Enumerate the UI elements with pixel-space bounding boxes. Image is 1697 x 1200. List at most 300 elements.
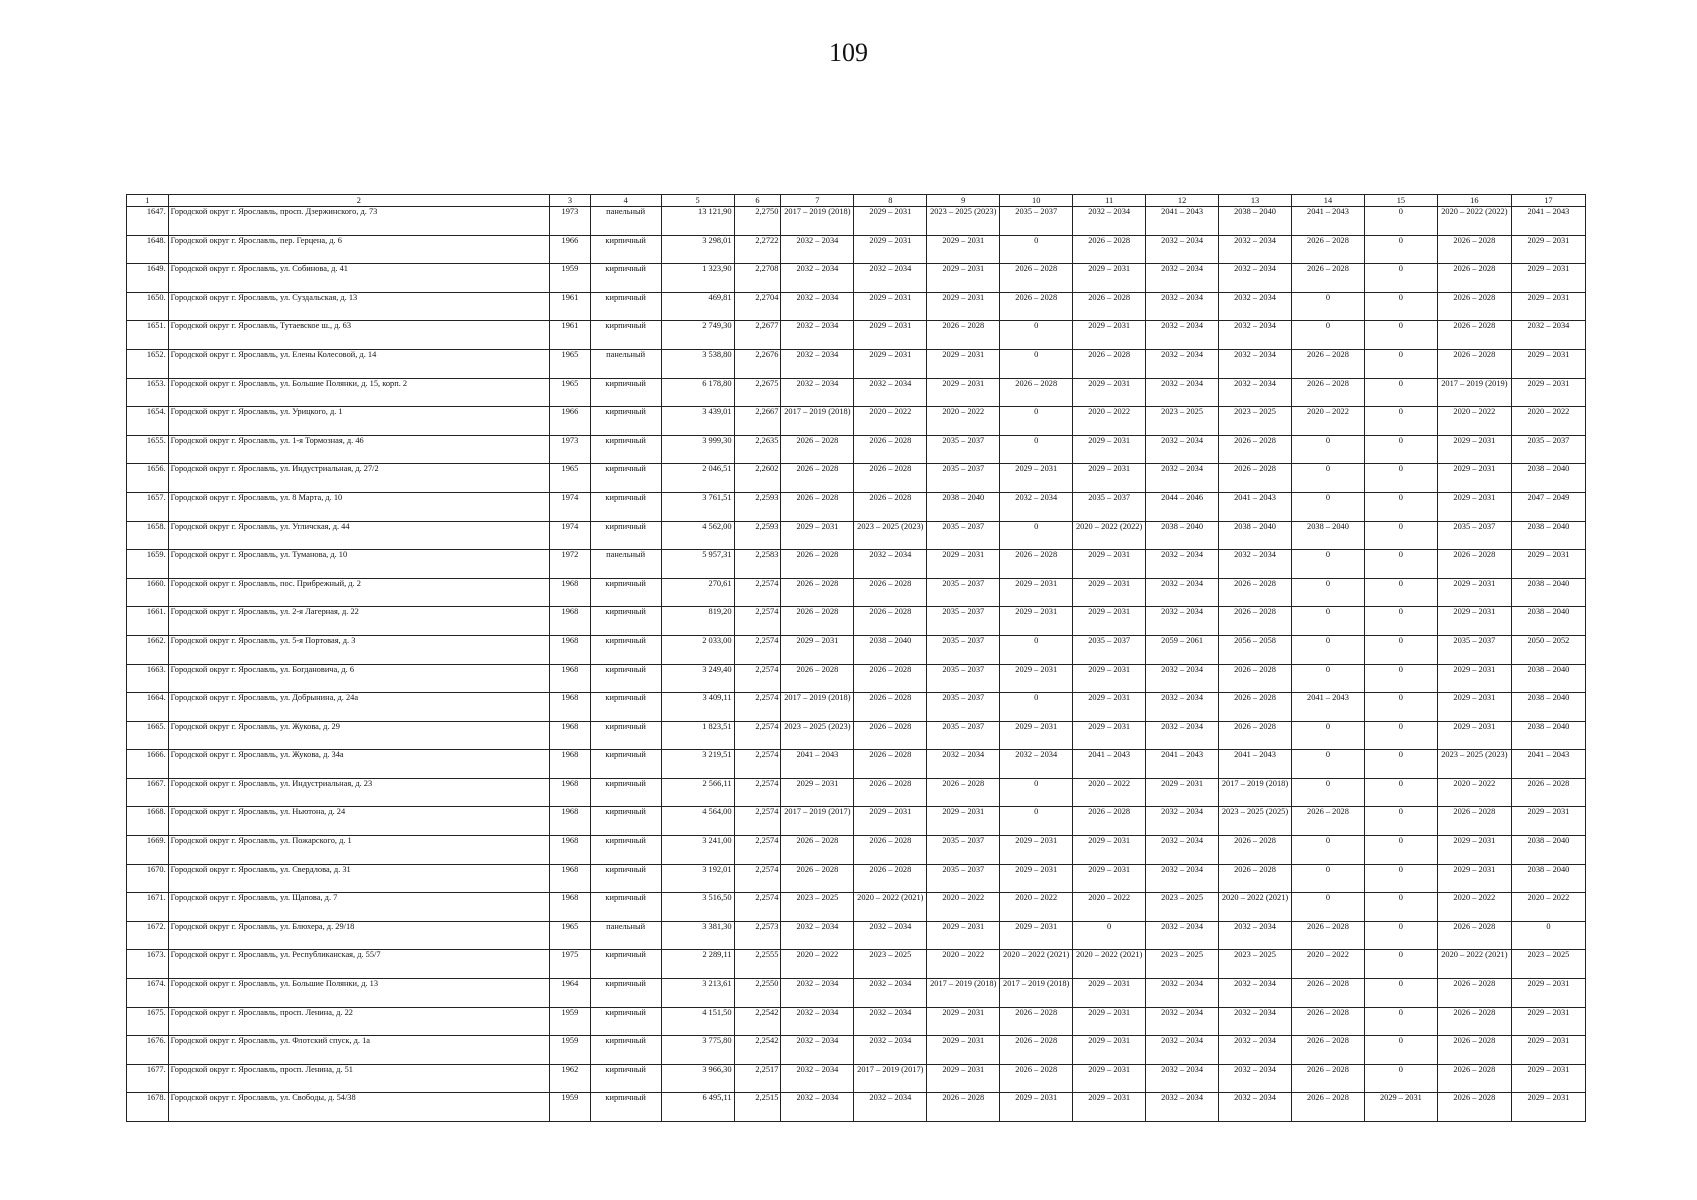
period-col-15-cell: 0 <box>1364 435 1437 464</box>
period-col-8-cell: 2032 – 2034 <box>854 979 927 1008</box>
address-cell: Городской округ г. Ярославль, ул. 8 Марта, д. 10 <box>168 492 549 521</box>
period-col-8-cell: 2029 – 2031 <box>854 235 927 264</box>
period-col-12-cell: 2032 – 2034 <box>1146 550 1219 579</box>
period-col-14-cell: 0 <box>1291 778 1364 807</box>
period-col-14-cell: 0 <box>1291 435 1364 464</box>
period-col-8-cell: 2023 – 2025 <box>854 950 927 979</box>
build-year-cell: 1961 <box>550 321 591 350</box>
build-year-cell: 1968 <box>550 750 591 779</box>
period-col-8-cell: 2026 – 2028 <box>854 578 927 607</box>
period-col-11-cell: 2020 – 2022 (2022) <box>1073 521 1146 550</box>
period-col-14-cell: 0 <box>1291 550 1364 579</box>
period-col-17-cell: 2038 – 2040 <box>1511 607 1585 636</box>
wall-material-cell: кирпичный <box>590 979 661 1008</box>
period-col-16-cell: 2020 – 2022 (2021) <box>1437 950 1511 979</box>
period-col-7-cell: 2017 – 2019 (2018) <box>781 693 854 722</box>
period-col-16-cell: 2029 – 2031 <box>1437 492 1511 521</box>
row-number-cell: 1674. <box>127 979 169 1008</box>
period-col-7-cell: 2029 – 2031 <box>781 521 854 550</box>
priority-index-cell: 2,2722 <box>734 235 781 264</box>
table-row <box>127 778 1586 807</box>
period-col-11-cell: 2029 – 2031 <box>1073 264 1146 293</box>
period-col-8-cell: 2029 – 2031 <box>854 807 927 836</box>
period-col-17-cell: 2029 – 2031 <box>1511 1093 1585 1122</box>
period-col-8-cell: 2026 – 2028 <box>854 778 927 807</box>
period-col-12-cell: 2032 – 2034 <box>1146 607 1219 636</box>
period-col-8-cell: 2023 – 2025 (2023) <box>854 521 927 550</box>
table-row <box>127 664 1586 693</box>
period-col-11-cell: 2029 – 2031 <box>1073 1093 1146 1122</box>
priority-index-cell: 2,2555 <box>734 950 781 979</box>
period-col-13-cell: 2038 – 2040 <box>1219 207 1292 236</box>
period-col-9-cell: 2035 – 2037 <box>927 664 1000 693</box>
wall-material-cell: кирпичный <box>590 836 661 865</box>
wall-material-cell: кирпичный <box>590 464 661 493</box>
period-col-7-cell: 2032 – 2034 <box>781 1007 854 1036</box>
address-cell: Городской округ г. Ярославль, ул. Урицкого, д. 1 <box>168 407 549 436</box>
period-col-17-cell: 0 <box>1511 921 1585 950</box>
build-year-cell: 1968 <box>550 635 591 664</box>
period-col-7-cell: 2029 – 2031 <box>781 635 854 664</box>
wall-material-cell: кирпичный <box>590 607 661 636</box>
build-year-cell: 1968 <box>550 893 591 922</box>
period-col-17-cell: 2035 – 2037 <box>1511 435 1585 464</box>
period-col-9-cell: 2020 – 2022 <box>927 893 1000 922</box>
period-col-15-cell: 0 <box>1364 1064 1437 1093</box>
build-year-cell: 1965 <box>550 378 591 407</box>
period-col-16-cell: 2026 – 2028 <box>1437 1064 1511 1093</box>
period-col-10-cell: 2032 – 2034 <box>1000 750 1073 779</box>
period-col-7-cell: 2026 – 2028 <box>781 435 854 464</box>
period-col-12-cell: 2032 – 2034 <box>1146 836 1219 865</box>
period-col-11-cell: 2029 – 2031 <box>1073 864 1146 893</box>
period-col-16-cell: 2023 – 2025 (2023) <box>1437 750 1511 779</box>
period-col-9-cell: 2029 – 2031 <box>927 349 1000 378</box>
table-row <box>127 807 1586 836</box>
area-cell: 2 749,30 <box>661 321 734 350</box>
period-col-9-cell: 2035 – 2037 <box>927 864 1000 893</box>
address-cell: Городской округ г. Ярославль, ул. Свердлова, д. 31 <box>168 864 549 893</box>
period-col-17-cell: 2029 – 2031 <box>1511 807 1585 836</box>
period-col-8-cell: 2026 – 2028 <box>854 464 927 493</box>
row-number-cell: 1672. <box>127 921 169 950</box>
address-cell: Городской округ г. Ярославль, ул. Республиканская, д. 55/7 <box>168 950 549 979</box>
priority-index-cell: 2,2675 <box>734 378 781 407</box>
area-cell: 3 761,51 <box>661 492 734 521</box>
priority-index-cell: 2,2593 <box>734 492 781 521</box>
period-col-15-cell: 0 <box>1364 492 1437 521</box>
area-cell: 3 516,50 <box>661 893 734 922</box>
period-col-9-cell: 2035 – 2037 <box>927 693 1000 722</box>
wall-material-cell: кирпичный <box>590 807 661 836</box>
row-number-cell: 1654. <box>127 407 169 436</box>
period-col-7-cell: 2041 – 2043 <box>781 750 854 779</box>
build-year-cell: 1968 <box>550 778 591 807</box>
priority-index-cell: 2,2574 <box>734 893 781 922</box>
period-col-12-cell: 2032 – 2034 <box>1146 321 1219 350</box>
priority-index-cell: 2,2517 <box>734 1064 781 1093</box>
address-cell: Городской округ г. Ярославль, ул. Ньютона, д. 24 <box>168 807 549 836</box>
build-year-cell: 1959 <box>550 1007 591 1036</box>
row-number-cell: 1663. <box>127 664 169 693</box>
build-year-cell: 1965 <box>550 464 591 493</box>
row-number-cell: 1653. <box>127 378 169 407</box>
wall-material-cell: панельный <box>590 550 661 579</box>
priority-index-cell: 2,2574 <box>734 635 781 664</box>
column-header: 15 <box>1364 195 1437 207</box>
period-col-15-cell: 0 <box>1364 864 1437 893</box>
period-col-7-cell: 2026 – 2028 <box>781 836 854 865</box>
period-col-15-cell: 0 <box>1364 893 1437 922</box>
period-col-13-cell: 2026 – 2028 <box>1219 664 1292 693</box>
period-col-17-cell: 2029 – 2031 <box>1511 349 1585 378</box>
period-col-7-cell: 2026 – 2028 <box>781 607 854 636</box>
build-year-cell: 1975 <box>550 950 591 979</box>
period-col-9-cell: 2029 – 2031 <box>927 1007 1000 1036</box>
address-cell: Городской округ г. Ярославль, просп. Ленина, д. 51 <box>168 1064 549 1093</box>
period-col-12-cell: 2032 – 2034 <box>1146 464 1219 493</box>
wall-material-cell: кирпичный <box>590 1036 661 1065</box>
period-col-15-cell: 0 <box>1364 321 1437 350</box>
period-col-8-cell: 2038 – 2040 <box>854 635 927 664</box>
period-col-8-cell: 2029 – 2031 <box>854 292 927 321</box>
period-col-15-cell: 0 <box>1364 950 1437 979</box>
period-col-12-cell: 2032 – 2034 <box>1146 979 1219 1008</box>
period-col-17-cell: 2029 – 2031 <box>1511 292 1585 321</box>
address-cell: Городской округ г. Ярославль, ул. Добрынина, д. 24а <box>168 693 549 722</box>
period-col-15-cell: 0 <box>1364 721 1437 750</box>
period-col-8-cell: 2032 – 2034 <box>854 1093 927 1122</box>
priority-index-cell: 2,2573 <box>734 921 781 950</box>
build-year-cell: 1974 <box>550 492 591 521</box>
period-col-14-cell: 2026 – 2028 <box>1291 378 1364 407</box>
build-year-cell: 1965 <box>550 349 591 378</box>
period-col-14-cell: 2038 – 2040 <box>1291 521 1364 550</box>
period-col-7-cell: 2026 – 2028 <box>781 550 854 579</box>
build-year-cell: 1968 <box>550 864 591 893</box>
table-row <box>127 750 1586 779</box>
period-col-10-cell: 2029 – 2031 <box>1000 721 1073 750</box>
area-cell: 819,20 <box>661 607 734 636</box>
period-col-17-cell: 2038 – 2040 <box>1511 836 1585 865</box>
area-cell: 3 999,30 <box>661 435 734 464</box>
period-col-13-cell: 2026 – 2028 <box>1219 721 1292 750</box>
column-header: 4 <box>590 195 661 207</box>
period-col-16-cell: 2026 – 2028 <box>1437 550 1511 579</box>
period-col-11-cell: 2029 – 2031 <box>1073 721 1146 750</box>
period-col-9-cell: 2029 – 2031 <box>927 1036 1000 1065</box>
table-row <box>127 607 1586 636</box>
period-col-13-cell: 2026 – 2028 <box>1219 578 1292 607</box>
area-cell: 3 213,61 <box>661 979 734 1008</box>
build-year-cell: 1961 <box>550 292 591 321</box>
priority-index-cell: 2,2667 <box>734 407 781 436</box>
period-col-15-cell: 0 <box>1364 693 1437 722</box>
period-col-12-cell: 2023 – 2025 <box>1146 950 1219 979</box>
period-col-17-cell: 2023 – 2025 <box>1511 950 1585 979</box>
address-cell: Городской округ г. Ярославль, ул. Свободы, д. 54/38 <box>168 1093 549 1122</box>
period-col-11-cell: 2035 – 2037 <box>1073 635 1146 664</box>
wall-material-cell: кирпичный <box>590 492 661 521</box>
period-col-14-cell: 2026 – 2028 <box>1291 921 1364 950</box>
area-cell: 2 289,11 <box>661 950 734 979</box>
period-col-10-cell: 2029 – 2031 <box>1000 836 1073 865</box>
period-col-10-cell: 0 <box>1000 407 1073 436</box>
period-col-8-cell: 2026 – 2028 <box>854 435 927 464</box>
period-col-17-cell: 2029 – 2031 <box>1511 979 1585 1008</box>
area-cell: 4 151,50 <box>661 1007 734 1036</box>
period-col-15-cell: 0 <box>1364 1007 1437 1036</box>
period-col-13-cell: 2020 – 2022 (2021) <box>1219 893 1292 922</box>
period-col-12-cell: 2032 – 2034 <box>1146 264 1219 293</box>
period-col-16-cell: 2029 – 2031 <box>1437 693 1511 722</box>
column-header: 7 <box>781 195 854 207</box>
period-col-12-cell: 2032 – 2034 <box>1146 378 1219 407</box>
priority-index-cell: 2,2574 <box>734 578 781 607</box>
period-col-11-cell: 2029 – 2031 <box>1073 1007 1146 1036</box>
period-col-7-cell: 2032 – 2034 <box>781 1064 854 1093</box>
address-cell: Городской округ г. Ярославль, просп. Ленина, д. 22 <box>168 1007 549 1036</box>
period-col-8-cell: 2026 – 2028 <box>854 492 927 521</box>
address-cell: Городской округ г. Ярославль, ул. Елены Колесовой, д. 14 <box>168 349 549 378</box>
period-col-17-cell: 2029 – 2031 <box>1511 550 1585 579</box>
period-col-11-cell: 2029 – 2031 <box>1073 378 1146 407</box>
area-cell: 6 495,11 <box>661 1093 734 1122</box>
period-col-11-cell: 2029 – 2031 <box>1073 464 1146 493</box>
period-col-8-cell: 2026 – 2028 <box>854 693 927 722</box>
period-col-12-cell: 2059 – 2061 <box>1146 635 1219 664</box>
period-col-10-cell: 0 <box>1000 521 1073 550</box>
period-col-8-cell: 2032 – 2034 <box>854 1036 927 1065</box>
period-col-15-cell: 0 <box>1364 464 1437 493</box>
period-col-13-cell: 2026 – 2028 <box>1219 693 1292 722</box>
wall-material-cell: кирпичный <box>590 721 661 750</box>
period-col-10-cell: 2032 – 2034 <box>1000 492 1073 521</box>
build-year-cell: 1968 <box>550 836 591 865</box>
address-cell: Городской округ г. Ярославль, ул. Большие Полянки, д. 13 <box>168 979 549 1008</box>
period-col-11-cell: 2032 – 2034 <box>1073 207 1146 236</box>
period-col-14-cell: 2026 – 2028 <box>1291 1064 1364 1093</box>
row-number-cell: 1649. <box>127 264 169 293</box>
period-col-12-cell: 2029 – 2031 <box>1146 778 1219 807</box>
period-col-12-cell: 2032 – 2034 <box>1146 1064 1219 1093</box>
table-row <box>127 207 1586 236</box>
address-cell: Городской округ г. Ярославль, пос. Прибрежный, д. 2 <box>168 578 549 607</box>
period-col-8-cell: 2026 – 2028 <box>854 664 927 693</box>
area-cell: 3 775,80 <box>661 1036 734 1065</box>
priority-index-cell: 2,2574 <box>734 836 781 865</box>
period-col-11-cell: 2026 – 2028 <box>1073 349 1146 378</box>
period-col-12-cell: 2032 – 2034 <box>1146 664 1219 693</box>
period-col-8-cell: 2026 – 2028 <box>854 836 927 865</box>
period-col-8-cell: 2026 – 2028 <box>854 864 927 893</box>
period-col-17-cell: 2029 – 2031 <box>1511 1036 1585 1065</box>
period-col-7-cell: 2020 – 2022 <box>781 950 854 979</box>
period-col-9-cell: 2026 – 2028 <box>927 778 1000 807</box>
period-col-7-cell: 2026 – 2028 <box>781 464 854 493</box>
row-number-cell: 1647. <box>127 207 169 236</box>
table-row <box>127 979 1586 1008</box>
period-col-12-cell: 2032 – 2034 <box>1146 1093 1219 1122</box>
period-col-11-cell: 2029 – 2031 <box>1073 693 1146 722</box>
period-col-15-cell: 0 <box>1364 807 1437 836</box>
priority-index-cell: 2,2635 <box>734 435 781 464</box>
row-number-cell: 1655. <box>127 435 169 464</box>
period-col-7-cell: 2026 – 2028 <box>781 492 854 521</box>
period-col-15-cell: 0 <box>1364 750 1437 779</box>
period-col-12-cell: 2041 – 2043 <box>1146 750 1219 779</box>
period-col-17-cell: 2047 – 2049 <box>1511 492 1585 521</box>
row-number-cell: 1662. <box>127 635 169 664</box>
period-col-16-cell: 2029 – 2031 <box>1437 435 1511 464</box>
wall-material-cell: кирпичный <box>590 664 661 693</box>
period-col-10-cell: 0 <box>1000 807 1073 836</box>
period-col-15-cell: 0 <box>1364 378 1437 407</box>
table-row <box>127 950 1586 979</box>
period-col-9-cell: 2035 – 2037 <box>927 836 1000 865</box>
period-col-7-cell: 2026 – 2028 <box>781 864 854 893</box>
period-col-10-cell: 2029 – 2031 <box>1000 578 1073 607</box>
address-cell: Городской округ г. Ярославль, ул. Блюхера, д. 29/18 <box>168 921 549 950</box>
period-col-14-cell: 0 <box>1291 721 1364 750</box>
period-col-10-cell: 2029 – 2031 <box>1000 1093 1073 1122</box>
period-col-7-cell: 2026 – 2028 <box>781 664 854 693</box>
period-col-8-cell: 2032 – 2034 <box>854 264 927 293</box>
table-row <box>127 464 1586 493</box>
period-col-17-cell: 2029 – 2031 <box>1511 378 1585 407</box>
build-year-cell: 1959 <box>550 1036 591 1065</box>
period-col-9-cell: 2035 – 2037 <box>927 721 1000 750</box>
priority-index-cell: 2,2750 <box>734 207 781 236</box>
address-cell: Городской округ г. Ярославль, просп. Дзержинского, д. 73 <box>168 207 549 236</box>
period-col-11-cell: 2029 – 2031 <box>1073 1036 1146 1065</box>
period-col-8-cell: 2020 – 2022 (2021) <box>854 893 927 922</box>
period-col-14-cell: 0 <box>1291 864 1364 893</box>
period-col-13-cell: 2023 – 2025 <box>1219 407 1292 436</box>
area-cell: 3 538,80 <box>661 349 734 378</box>
table-row <box>127 836 1586 865</box>
row-number-cell: 1650. <box>127 292 169 321</box>
column-header: 11 <box>1073 195 1146 207</box>
wall-material-cell: кирпичный <box>590 264 661 293</box>
period-col-8-cell: 2032 – 2034 <box>854 921 927 950</box>
address-cell: Городской округ г. Ярославль, ул. Щапова, д. 7 <box>168 893 549 922</box>
period-col-16-cell: 2026 – 2028 <box>1437 264 1511 293</box>
period-col-7-cell: 2032 – 2034 <box>781 979 854 1008</box>
period-col-17-cell: 2038 – 2040 <box>1511 693 1585 722</box>
period-col-11-cell: 2026 – 2028 <box>1073 292 1146 321</box>
period-col-11-cell: 2029 – 2031 <box>1073 435 1146 464</box>
row-number-cell: 1656. <box>127 464 169 493</box>
period-col-15-cell: 0 <box>1364 664 1437 693</box>
period-col-15-cell: 0 <box>1364 1036 1437 1065</box>
period-col-14-cell: 0 <box>1291 664 1364 693</box>
period-col-7-cell: 2032 – 2034 <box>781 1036 854 1065</box>
period-col-13-cell: 2032 – 2034 <box>1219 321 1292 350</box>
period-col-9-cell: 2020 – 2022 <box>927 407 1000 436</box>
wall-material-cell: кирпичный <box>590 1007 661 1036</box>
column-header: 1 <box>127 195 169 207</box>
row-number-cell: 1660. <box>127 578 169 607</box>
period-col-17-cell: 2038 – 2040 <box>1511 864 1585 893</box>
period-col-16-cell: 2029 – 2031 <box>1437 464 1511 493</box>
table-row <box>127 1007 1586 1036</box>
period-col-11-cell: 2029 – 2031 <box>1073 578 1146 607</box>
period-col-13-cell: 2032 – 2034 <box>1219 1007 1292 1036</box>
period-col-9-cell: 2032 – 2034 <box>927 750 1000 779</box>
period-col-11-cell: 2026 – 2028 <box>1073 235 1146 264</box>
period-col-14-cell: 0 <box>1291 750 1364 779</box>
period-col-7-cell: 2032 – 2034 <box>781 1093 854 1122</box>
column-header: 17 <box>1511 195 1585 207</box>
period-col-10-cell: 0 <box>1000 635 1073 664</box>
period-col-10-cell: 2029 – 2031 <box>1000 464 1073 493</box>
period-col-13-cell: 2032 – 2034 <box>1219 1064 1292 1093</box>
build-year-cell: 1966 <box>550 235 591 264</box>
period-col-12-cell: 2032 – 2034 <box>1146 921 1219 950</box>
period-col-17-cell: 2041 – 2043 <box>1511 207 1585 236</box>
period-col-13-cell: 2032 – 2034 <box>1219 550 1292 579</box>
period-col-12-cell: 2038 – 2040 <box>1146 521 1219 550</box>
period-col-12-cell: 2032 – 2034 <box>1146 1007 1219 1036</box>
period-col-14-cell: 2026 – 2028 <box>1291 1036 1364 1065</box>
row-number-cell: 1651. <box>127 321 169 350</box>
period-col-9-cell: 2029 – 2031 <box>927 264 1000 293</box>
build-year-cell: 1973 <box>550 207 591 236</box>
period-col-14-cell: 0 <box>1291 836 1364 865</box>
period-col-17-cell: 2026 – 2028 <box>1511 778 1585 807</box>
row-number-cell: 1668. <box>127 807 169 836</box>
period-col-11-cell: 2029 – 2031 <box>1073 607 1146 636</box>
period-col-9-cell: 2035 – 2037 <box>927 435 1000 464</box>
area-cell: 2 033,00 <box>661 635 734 664</box>
priority-index-cell: 2,2708 <box>734 264 781 293</box>
table-row <box>127 521 1586 550</box>
build-year-cell: 1972 <box>550 550 591 579</box>
period-col-14-cell: 2026 – 2028 <box>1291 979 1364 1008</box>
period-col-8-cell: 2017 – 2019 (2017) <box>854 1064 927 1093</box>
period-col-9-cell: 2029 – 2031 <box>927 378 1000 407</box>
row-number-cell: 1673. <box>127 950 169 979</box>
period-col-13-cell: 2032 – 2034 <box>1219 1036 1292 1065</box>
period-col-9-cell: 2029 – 2031 <box>927 921 1000 950</box>
period-col-15-cell: 0 <box>1364 407 1437 436</box>
period-col-15-cell: 0 <box>1364 921 1437 950</box>
period-col-16-cell: 2026 – 2028 <box>1437 921 1511 950</box>
period-col-9-cell: 2017 – 2019 (2018) <box>927 979 1000 1008</box>
area-cell: 469,81 <box>661 292 734 321</box>
address-cell: Городской округ г. Ярославль, ул. Угличская, д. 44 <box>168 521 549 550</box>
wall-material-cell: кирпичный <box>590 693 661 722</box>
period-col-14-cell: 0 <box>1291 607 1364 636</box>
period-col-16-cell: 2020 – 2022 <box>1437 778 1511 807</box>
period-col-9-cell: 2029 – 2031 <box>927 235 1000 264</box>
priority-index-cell: 2,2574 <box>734 807 781 836</box>
priority-index-cell: 2,2574 <box>734 693 781 722</box>
address-cell: Городской округ г. Ярославль, Тутаевское ш., д. 63 <box>168 321 549 350</box>
area-cell: 3 219,51 <box>661 750 734 779</box>
period-col-9-cell: 2035 – 2037 <box>927 464 1000 493</box>
period-col-12-cell: 2032 – 2034 <box>1146 807 1219 836</box>
period-col-10-cell: 2026 – 2028 <box>1000 1036 1073 1065</box>
table-row <box>127 264 1586 293</box>
period-col-8-cell: 2026 – 2028 <box>854 721 927 750</box>
row-number-cell: 1664. <box>127 693 169 722</box>
table-row <box>127 921 1586 950</box>
period-col-16-cell: 2029 – 2031 <box>1437 607 1511 636</box>
column-header: 6 <box>734 195 781 207</box>
build-year-cell: 1966 <box>550 407 591 436</box>
